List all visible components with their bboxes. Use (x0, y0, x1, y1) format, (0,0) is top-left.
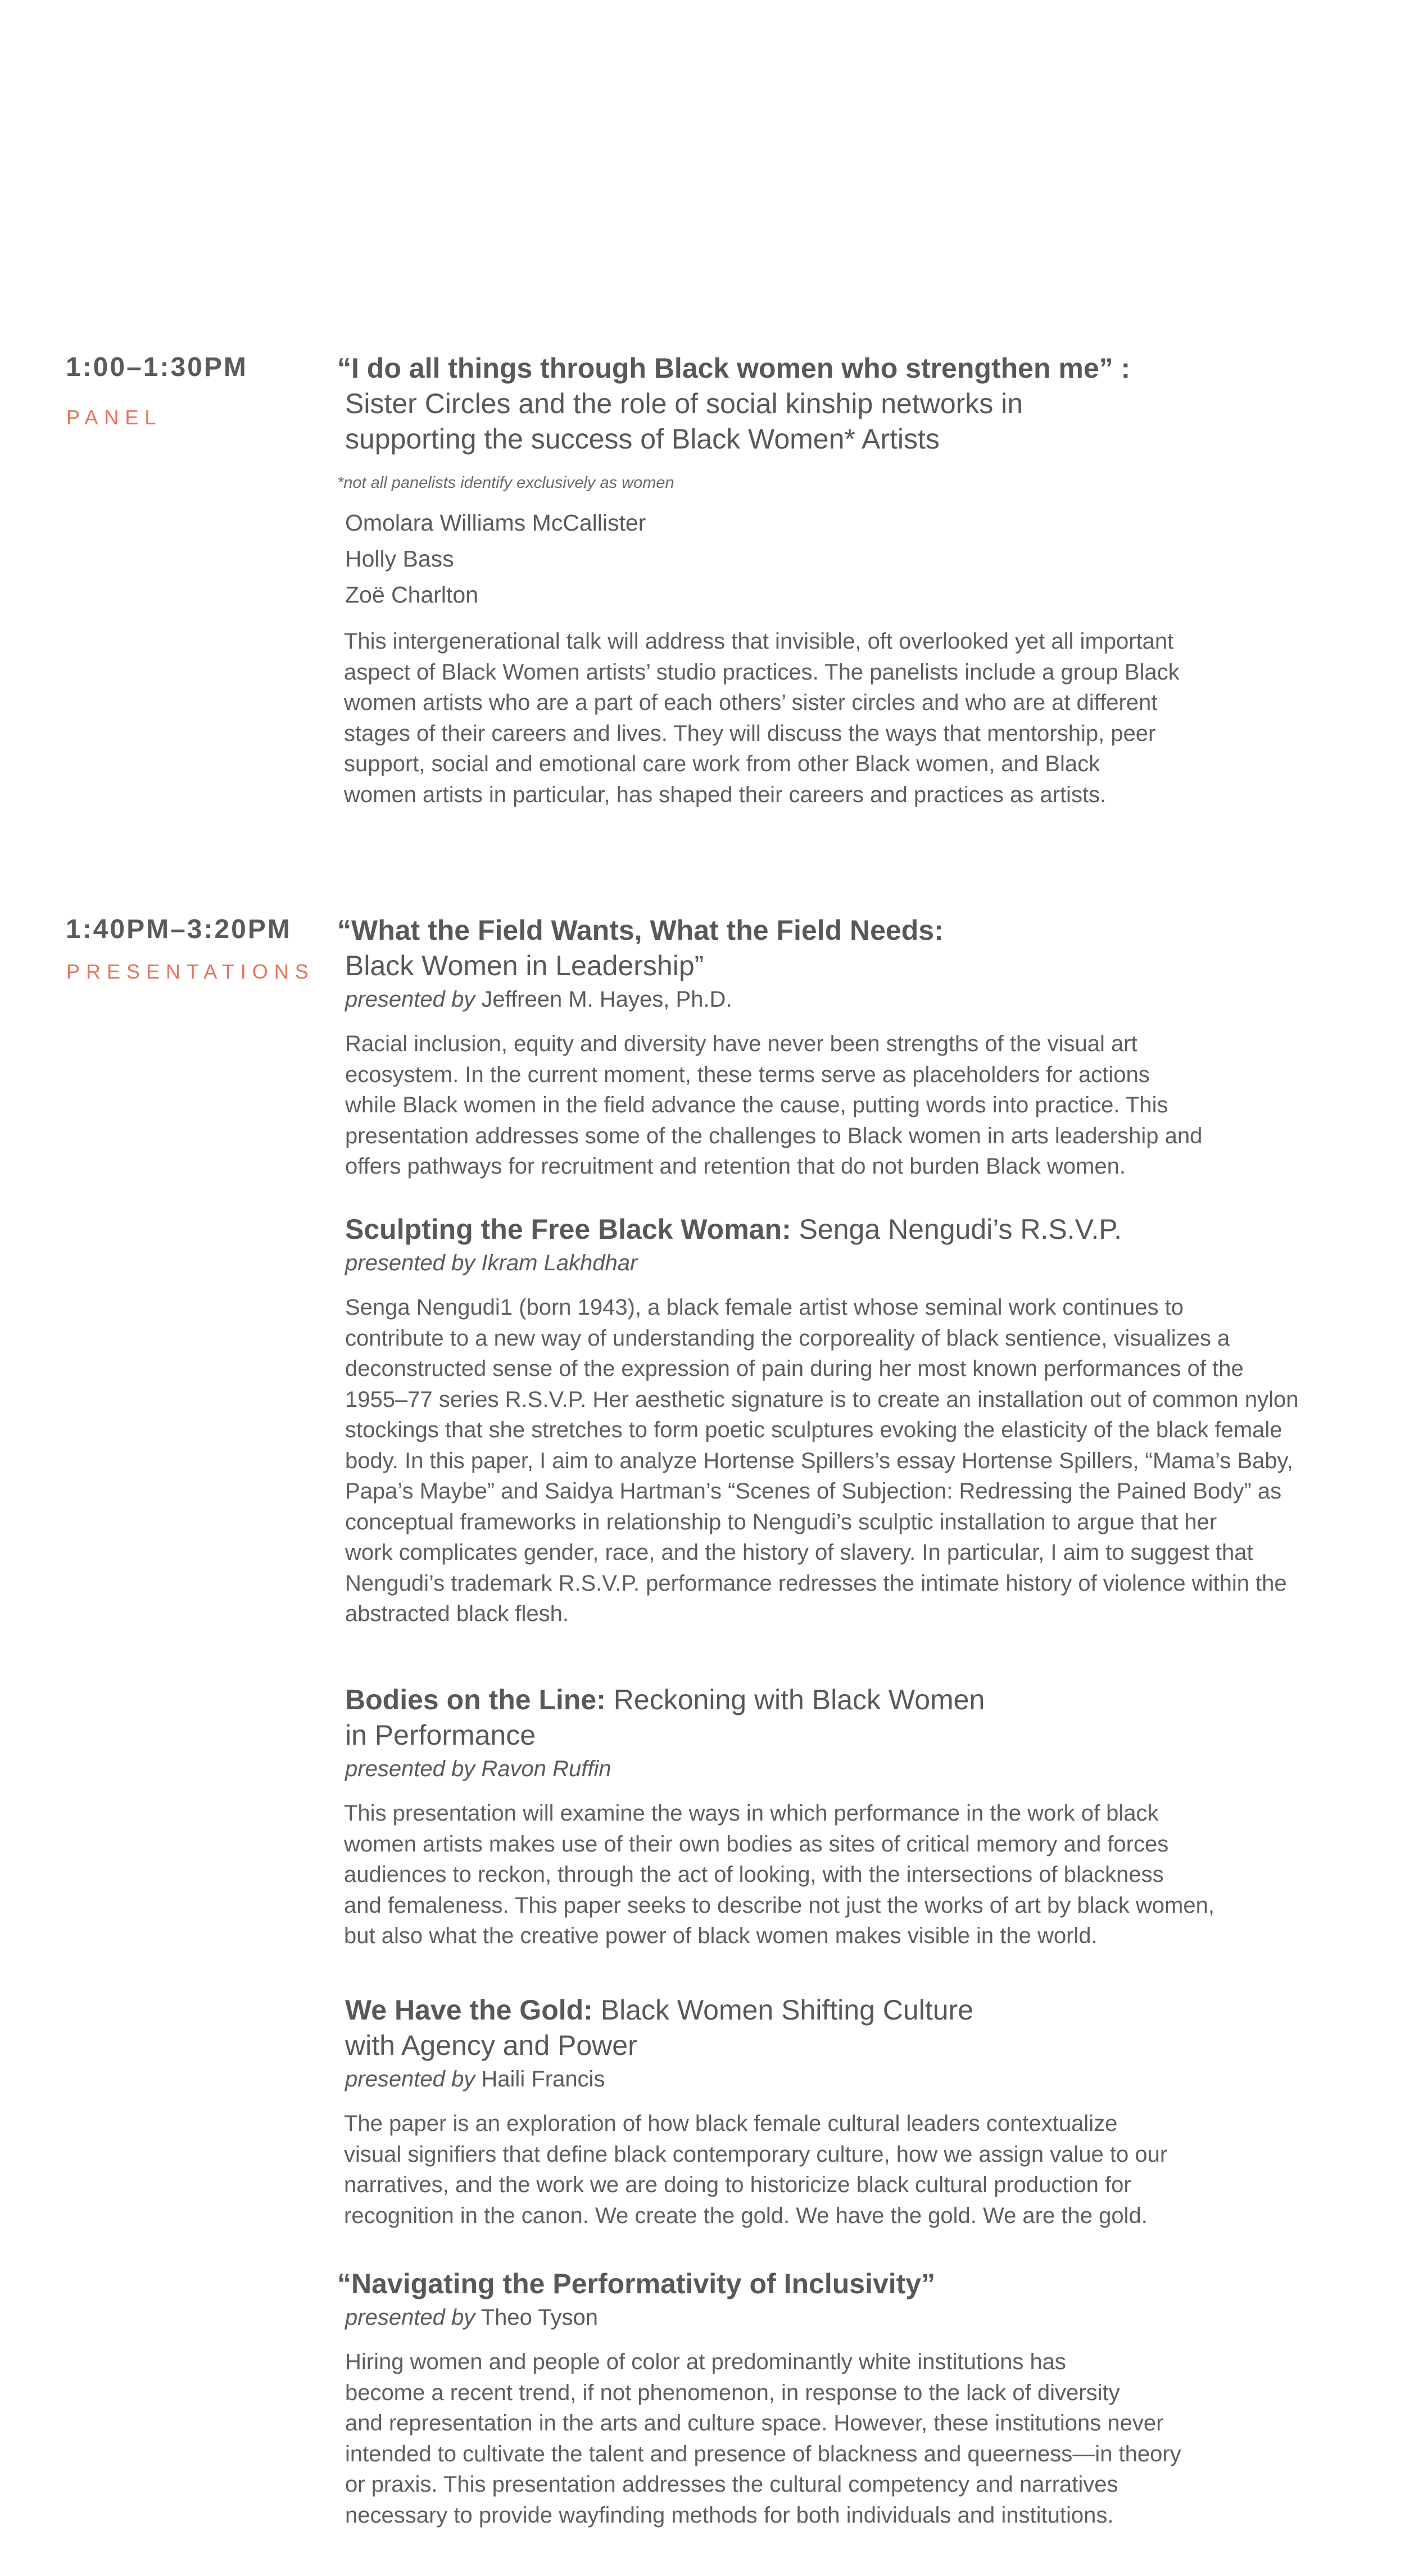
presenter (337, 984, 1349, 1015)
description-line: offers pathways for recruitment and retention that do not burden Black women. (345, 1154, 1126, 1179)
presented-by-label: presented by (345, 1251, 475, 1275)
description-line: 1955–77 series R.S.V.P. Her aesthetic signature is to create an installation out of common nylon (345, 1387, 1299, 1412)
description-line: audiences to reckon, through the act of looking, with the intersections of blackness (344, 1862, 1164, 1887)
presenter (337, 1247, 1349, 1279)
description-line: intended to cultivate the talent and presence of blackness and queerness—in theory (345, 2441, 1181, 2466)
presentation (337, 2266, 1349, 2530)
session-description (337, 626, 1349, 810)
presentation (337, 1993, 1349, 2231)
description-line: necessary to provide wayfinding methods for both individuals and institutions. (345, 2502, 1114, 2528)
description-line: body. In this paper, I aim to analyze Hortense Spillers’s essay Hortense Spillers, “Mama’s Baby, (345, 1448, 1293, 1473)
presenter (337, 1753, 1349, 1785)
presentation-description (337, 1798, 1349, 1952)
description-line: abstracted black flesh. (345, 1601, 569, 1626)
session-time: 1:40PM–3:20PM (66, 914, 292, 944)
panelist-name: Omolara Williams McCallister (345, 510, 646, 536)
description-line: women artists makes use of their own bodies as sites of critical memory and forces (344, 1831, 1169, 1857)
description-line: This presentation will examine the ways in which performance in the work of black (344, 1801, 1159, 1826)
session-time: 1:00–1:30PM (66, 352, 248, 382)
session-content (337, 351, 1349, 810)
presenter-name: Theo Tyson (481, 2305, 598, 2330)
title-line: “What the Field Wants, What the Field Needs: (337, 914, 944, 946)
title-line (345, 1212, 1349, 1247)
presenter (337, 2302, 1349, 2333)
description-line: Papa’s Maybe” and Saidya Hartman’s “Scenes of Subjection: Redressing the Pained Body” as (345, 1479, 1282, 1504)
presenter-name: Ikram Lakhdhar (481, 1251, 638, 1275)
description-line: narratives, and the work we are doing to historicize black cultural production for (344, 2172, 1131, 2197)
title-rest: Reckoning with Black Women (605, 1684, 985, 1715)
title-line: “I do all things through Black women who strengthen me” : (337, 352, 1131, 384)
description-line: work complicates gender, race, and the history of slavery. In particular, I aim to suggest that (345, 1540, 1253, 1565)
description-line: women artists who are a part of each others’ sister circles and who are at different (344, 690, 1158, 715)
title-bold: We Have the Gold: (345, 1994, 593, 2026)
presentation-description (337, 2108, 1349, 2231)
footnote: *not all panelists identify exclusively as women (337, 474, 674, 492)
description-line: aspect of Black Women artists’ studio practices. The panelists include a group Black (344, 659, 1180, 685)
presentation-title (337, 1993, 1349, 2063)
presentation-title (337, 913, 1349, 984)
presentation-title (337, 2266, 1349, 2302)
title-line: Black Women in Leadership” (345, 950, 704, 981)
description-line: Nengudi’s trademark R.S.V.P. performance redresses the intimate history of violence within the (345, 1570, 1287, 1596)
presentation (337, 1682, 1349, 1952)
description-line: but also what the creative power of black women makes visible in the world. (344, 1923, 1098, 1948)
description-line: visual signifiers that define black contemporary culture, how we assign value to our (344, 2142, 1168, 2167)
description-line: Hiring women and people of color at predominantly white institutions has (345, 2349, 1066, 2374)
panelist-name: Holly Bass (345, 546, 454, 572)
description-line: ecosystem. In the current moment, these terms serve as placeholders for actions (345, 1062, 1150, 1087)
session-kind: PANEL (66, 406, 162, 429)
description-line: presentation addresses some of the challenges to Black women in arts leadership and (345, 1123, 1203, 1148)
description-line: Racial inclusion, equity and diversity have never been strengths of the visual art (345, 1031, 1137, 1056)
presented-by-label: presented by (345, 2067, 475, 2091)
title-bold: Bodies on the Line: (345, 1684, 606, 1715)
session-kind: PRESENTATIONS (66, 960, 315, 983)
description-line: This intergenerational talk will address that invisible, oft overlooked yet all important (344, 629, 1174, 654)
description-line: become a recent trend, if not phenomenon, in response to the lack of diversity (345, 2380, 1120, 2405)
description-line: stages of their careers and lives. They will discuss the ways that mentorship, peer (344, 721, 1156, 746)
presenter-name: Jeffreen M. Hayes, Ph.D. (481, 987, 732, 1012)
description-line: conceptual frameworks in relationship to Nengudi’s sculptic installation to argue that her (345, 1509, 1217, 1534)
title-line: supporting the success of Black Women* Artists (345, 423, 940, 455)
presentation-description (337, 1292, 1349, 1629)
title-line (345, 1682, 1349, 1718)
presentation-description (337, 2347, 1349, 2530)
description-line: or praxis. This presentation addresses the cultural competency and narratives (345, 2472, 1118, 2497)
description-line: recognition in the canon. We create the gold. We have the gold. We are the gold. (344, 2203, 1148, 2228)
title-line: “Navigating the Performativity of Inclusivity” (337, 2268, 936, 2299)
title-rest: Black Women Shifting Culture (592, 1994, 973, 2026)
presentation (337, 913, 1349, 1182)
description-line: and representation in the arts and culture space. However, these institutions never (345, 2411, 1164, 2435)
presenter-name: Haili Francis (481, 2067, 605, 2091)
title-line: with Agency and Power (345, 2030, 637, 2061)
title-line: in Performance (345, 1719, 536, 1751)
presented-by-label: presented by (345, 987, 475, 1012)
title-bold: Sculpting the Free Black Woman: (345, 1214, 791, 1245)
description-line: The paper is an exploration of how black female cultural leaders contextualize (344, 2111, 1118, 2136)
presentation-title (337, 1682, 1349, 1753)
presenter (337, 2063, 1349, 2095)
presented-by-label: presented by (345, 2305, 475, 2330)
panelist-name: Zoë Charlton (345, 582, 479, 608)
panelist-list (337, 505, 1349, 613)
title-line (345, 1993, 1349, 2028)
description-line: while Black women in the field advance the cause, putting words into practice. This (345, 1093, 1168, 1117)
presentation-title (337, 1212, 1349, 1247)
presenter-name: Ravon Ruffin (481, 1756, 611, 1781)
description-line: stockings that she stretches to form poetic sculptures evoking the elasticity of the black female (345, 1418, 1282, 1442)
presentation-description (337, 1029, 1349, 1182)
title-rest: Senga Nengudi’s R.S.V.P. (791, 1214, 1122, 1245)
description-line: women artists in particular, has shaped their careers and practices as artists. (344, 782, 1107, 807)
description-line: support, social and emotional care work from other Black women, and Black (344, 751, 1100, 776)
description-line: contribute to a new way of understanding the corporeality of black sentience, visualizes a (345, 1325, 1230, 1351)
presented-by-label: presented by (345, 1756, 475, 1781)
description-line: deconstructed sense of the expression of pain during her most known performances of the (345, 1356, 1244, 1381)
session-title (337, 351, 1349, 457)
presentation (337, 1212, 1349, 1629)
description-line: and femaleness. This paper seeks to describe not just the works of art by black women, (344, 1893, 1214, 1918)
description-line: Senga Nengudi1 (born 1943), a black female artist whose seminal work continues to (345, 1295, 1184, 1320)
title-line: Sister Circles and the role of social kinship networks in (345, 388, 1023, 419)
